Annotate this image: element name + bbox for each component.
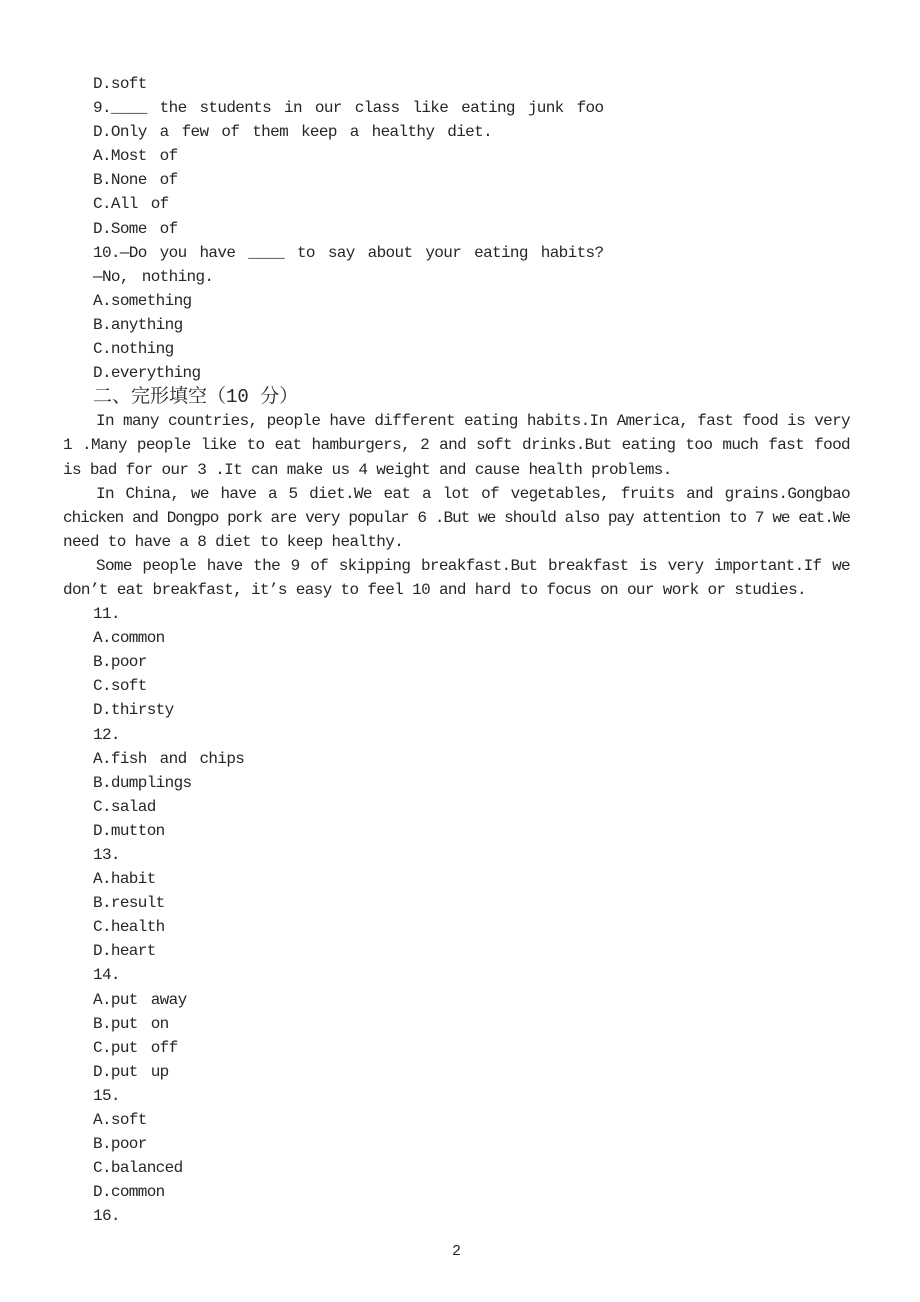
passage-line: don’t eat breakfast, it’s easy to feel 10 and hard to focus on our work or studies. <box>63 580 806 599</box>
passage-line: Some people have the 9 of skipping breakfast.But breakfast is very important.If we <box>96 556 850 575</box>
option-line: 11. <box>93 605 120 624</box>
option-line: B.result <box>93 894 165 913</box>
option-line: A.Most of <box>93 147 178 166</box>
option-line: B.None of <box>93 171 178 190</box>
option-line: 12. <box>93 725 120 744</box>
option-line: D.Only a few of them keep a healthy diet. <box>93 123 493 142</box>
option-line: A.common <box>93 629 165 648</box>
option-line: 15. <box>93 1086 120 1105</box>
option-line: C.All of <box>93 195 169 214</box>
option-line: A.soft <box>93 1111 147 1130</box>
option-line: D.put up <box>93 1062 169 1081</box>
option-line: B.poor <box>93 653 147 672</box>
option-line: 13. <box>93 846 120 864</box>
option-line: C.nothing <box>93 340 174 359</box>
option-line: D.common <box>93 1183 165 1202</box>
option-line: —No, nothing. <box>93 267 214 286</box>
option-line: 14. <box>93 966 120 985</box>
option-line: C.health <box>93 918 165 937</box>
option-line: B.put on <box>93 1014 169 1033</box>
passage-line: In China, we have a 5 diet.We eat a lot of vegetables, fruits and grains.Gongbao <box>96 484 850 503</box>
option-line: 16. <box>93 1207 120 1226</box>
option-line: D.thirsty <box>93 701 174 720</box>
option-line: D.mutton <box>93 821 165 840</box>
passage-line: is bad for our 3 .It can make us 4 weight and cause health problems. <box>63 460 672 479</box>
section-heading: 二、完形填空（10 分） <box>93 386 299 409</box>
passage-line: chicken and Dongpo pork are very popular 6 .But we should also pay attention to 7 we eat.We <box>63 508 850 527</box>
passage-line: need to have a 8 diet to keep healthy. <box>63 532 404 551</box>
option-line: 9.____ the students in our class like eating junk foo <box>93 99 604 118</box>
option-line: A.something <box>93 291 192 310</box>
passage-line: In many countries, people have different eating habits.In America, fast food is very <box>96 412 850 431</box>
option-line: D.Some of <box>93 219 178 238</box>
option-line: D.soft <box>93 75 147 93</box>
option-line: B.poor <box>93 1135 147 1154</box>
passage-line: 1 .Many people like to eat hamburgers, 2 and soft drinks.But eating too much fast food <box>63 436 850 455</box>
option-line: C.put off <box>93 1038 178 1057</box>
option-line: D.heart <box>93 942 156 961</box>
option-line: C.soft <box>93 677 147 696</box>
option-line: B.dumplings <box>93 773 192 792</box>
option-line: A.put away <box>93 990 187 1009</box>
option-line: 10.—Do you have ____ to say about your eating habits? <box>93 243 604 262</box>
page-number: 2 <box>451 1243 461 1260</box>
option-line: A.fish and chips <box>93 749 245 768</box>
option-line: C.balanced <box>93 1159 183 1178</box>
option-line: A.habit <box>93 870 156 889</box>
option-line: B.anything <box>93 315 183 334</box>
option-line: C.salad <box>93 797 156 816</box>
option-line: D.everything <box>93 364 201 383</box>
